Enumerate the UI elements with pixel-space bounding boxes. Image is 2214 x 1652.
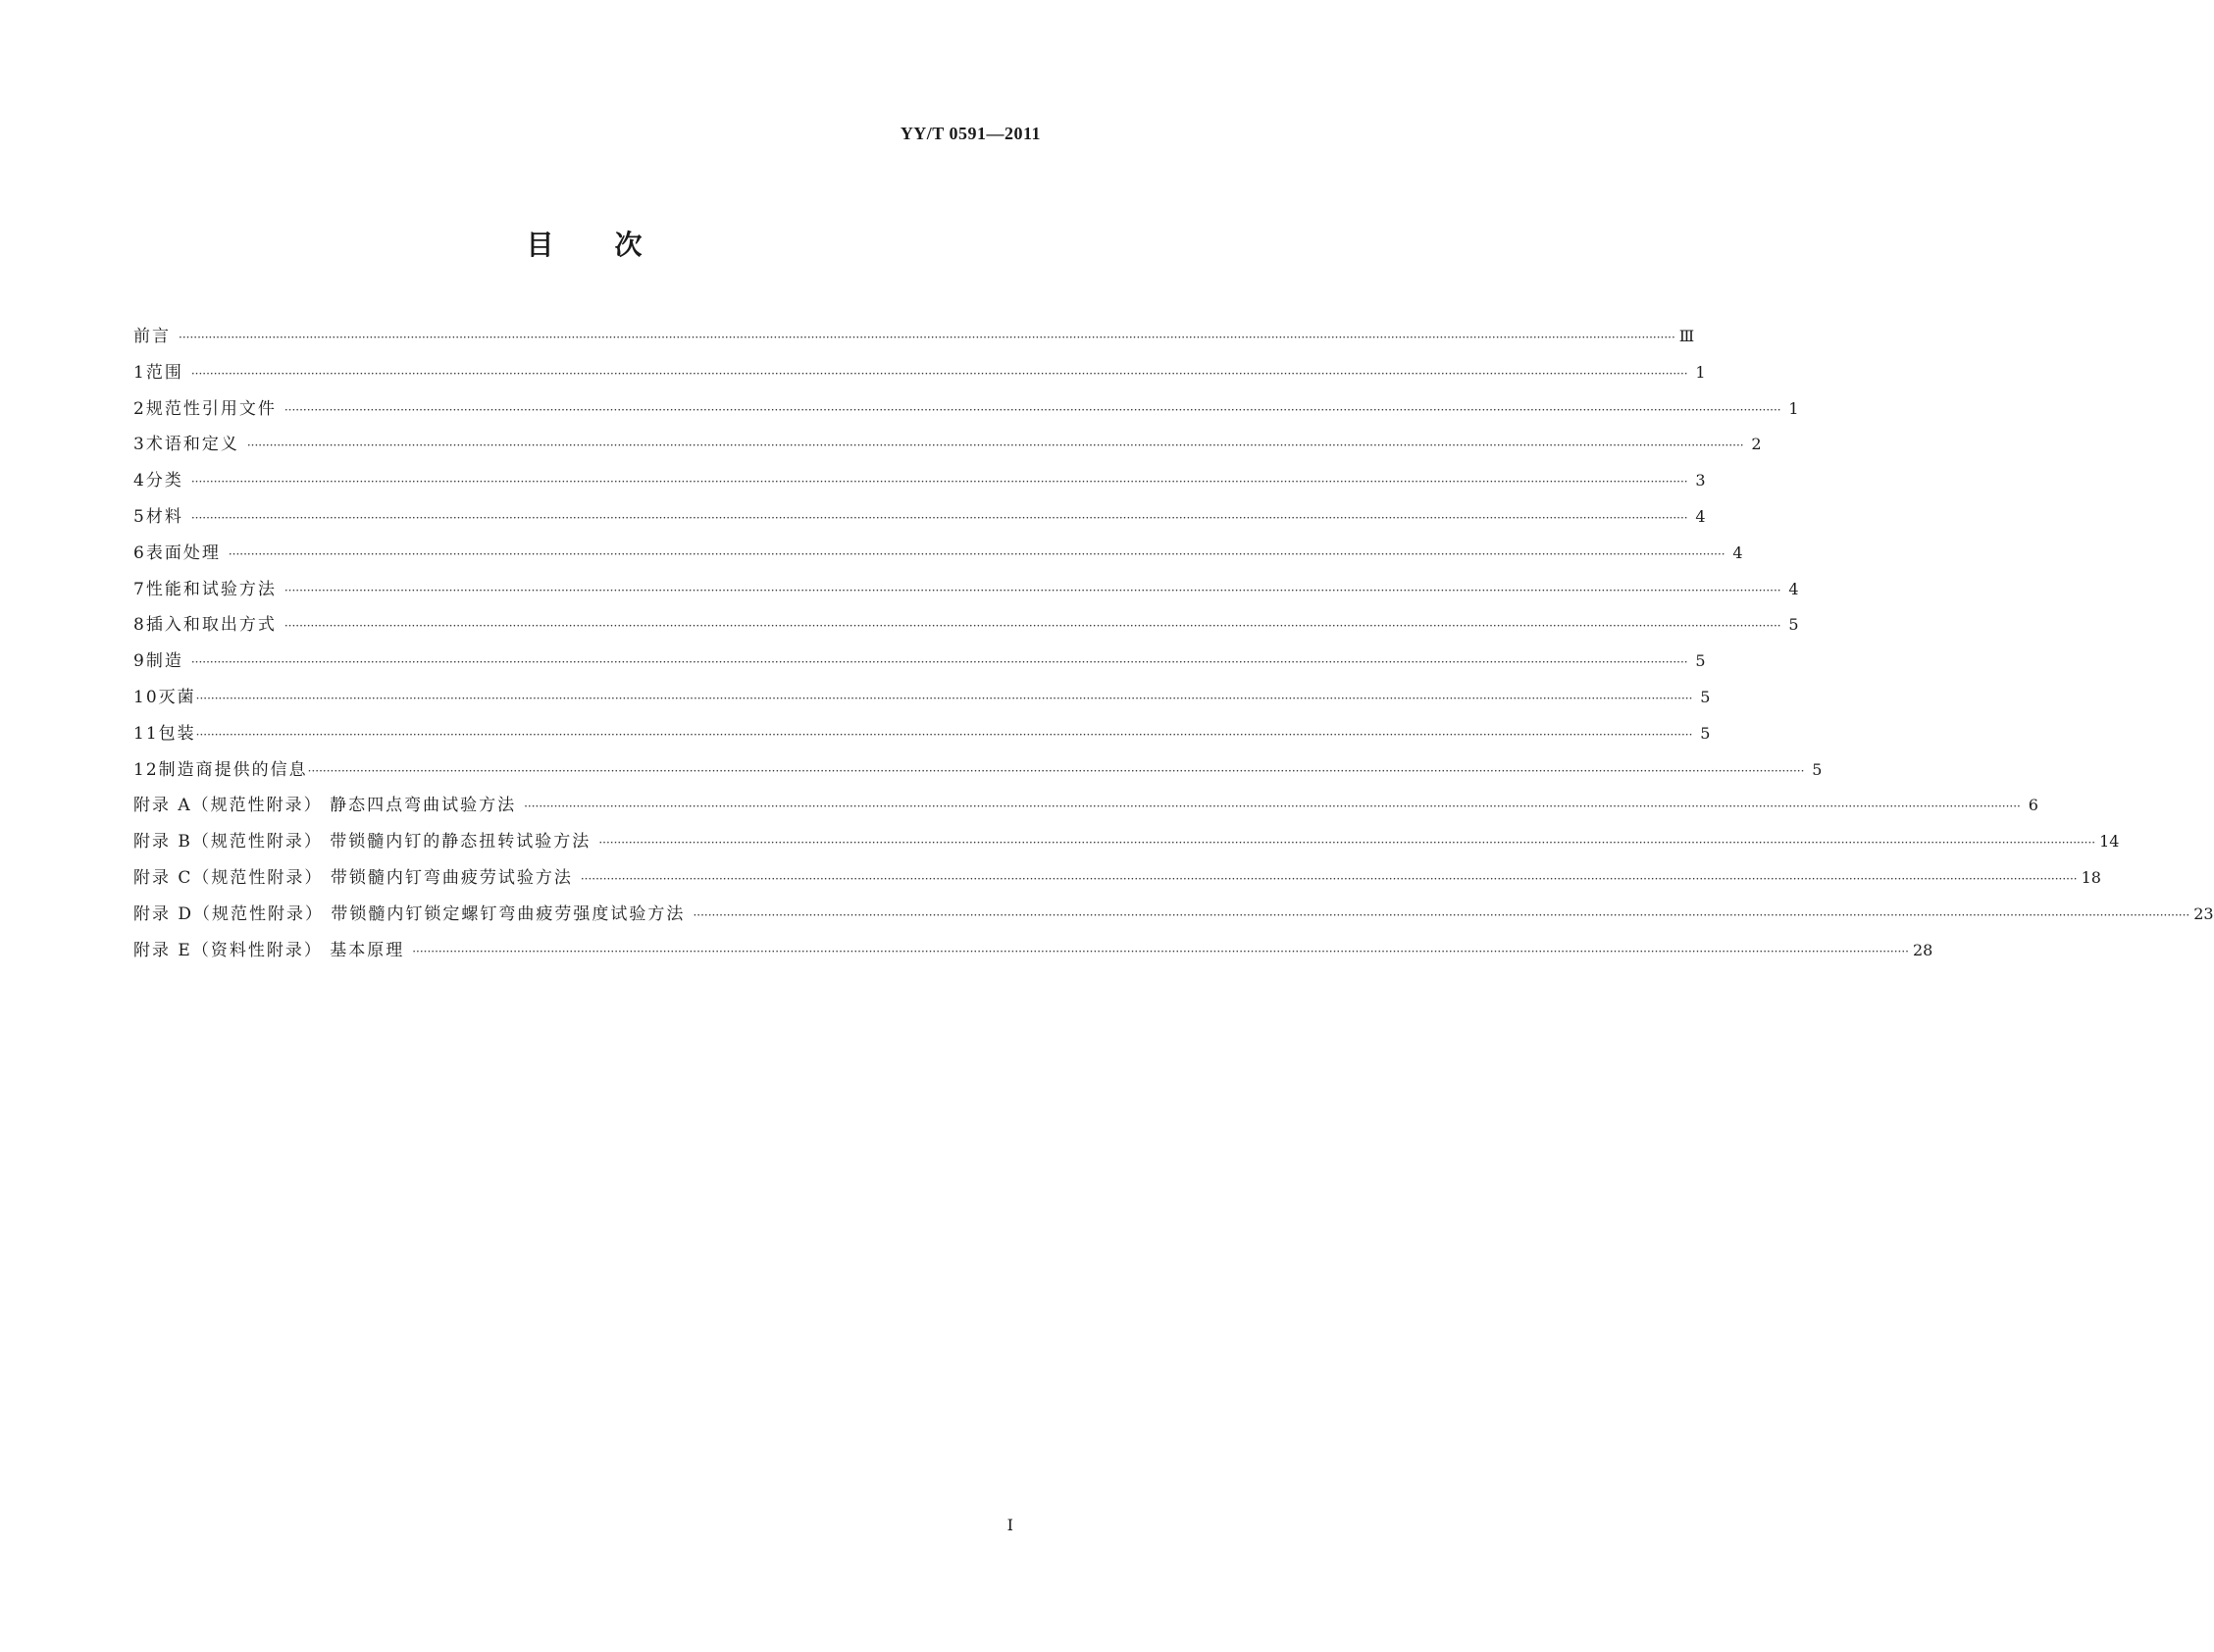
toc-entry[interactable]: [133, 900, 2214, 936]
page-title: 目次: [526, 229, 703, 261]
toc-entry[interactable]: [133, 755, 1823, 792]
toc-entry[interactable]: [133, 827, 2120, 863]
toc-entry[interactable]: [133, 430, 1762, 466]
toc-entry-number: 11: [133, 723, 159, 744]
toc-leader-dots: ················································································································································································································································································································································································································: [307, 763, 1805, 778]
toc-leader-dots: ················································································································································································································································································································································································································: [190, 655, 1688, 670]
toc-entry-label: 规范性引用文件: [145, 398, 277, 419]
toc-entry-number: 6: [133, 542, 146, 563]
toc-entry-number: 4: [133, 471, 146, 491]
toc-entry-number: 12: [133, 759, 159, 780]
toc-leader-dots: ················································································································································································································································································································································································································: [693, 907, 2190, 922]
toc-entry-page: 5: [1788, 615, 1799, 635]
toc-leader-dots: ················································································································································································································································································································································································································: [195, 691, 1693, 705]
toc-entry-label: 前言: [133, 327, 171, 346]
toc-entry-label: 分类: [145, 471, 183, 491]
toc-leader-dots: ················································································································································································································································································································································································································: [283, 583, 1781, 597]
toc-entry-page: 5: [1695, 651, 1706, 671]
toc-entry-page: 14: [2099, 832, 2120, 852]
toc-entry-page: 6: [2028, 796, 2038, 815]
toc-entry[interactable]: [133, 791, 2038, 827]
toc-entry-label: 制造商提供的信息: [158, 759, 308, 780]
toc-entry-label: 附录 A（规范性附录） 静态四点弯曲试验方法: [133, 796, 517, 816]
toc-entry-page: 5: [1700, 723, 1711, 743]
toc-leader-dots: ················································································································································································································································································································································································································: [190, 510, 1688, 525]
toc-entry-label: 灭菌: [158, 687, 196, 707]
toc-entry-label: 材料: [145, 506, 183, 527]
toc-entry-number: 7: [133, 579, 146, 599]
toc-entry[interactable]: [133, 646, 1706, 683]
toc-leader-dots: ················································································································································································································································································································································································································: [524, 800, 2021, 814]
toc-entry-label: 附录 C（规范性附录） 带锁髓内钉弯曲疲劳试验方法: [133, 867, 573, 888]
toc-entry-page: 1: [1695, 362, 1706, 382]
toc-leader-dots: ················································································································································································································································································································································································································: [179, 331, 1675, 344]
toc-entry-number: 9: [133, 651, 146, 672]
toc-entry-number: 5: [133, 506, 146, 527]
toc-entry-label: 附录 B（规范性附录） 带锁髓内钉的静态扭转试验方法: [133, 832, 592, 852]
toc-entry-page: 2: [1751, 435, 1762, 454]
table-of-contents: [133, 322, 2214, 971]
toc-entry-label: 附录 E（资料性附录） 基本原理: [133, 940, 405, 960]
toc-entry-number: 8: [133, 615, 146, 636]
toc-entry[interactable]: [133, 683, 1711, 719]
toc-entry-page: 28: [1913, 940, 1933, 959]
toc-leader-dots: ················································································································································································································································································································································································································: [283, 402, 1781, 417]
toc-leader-dots: ················································································································································································································································································································································································································: [190, 475, 1688, 490]
toc-entry[interactable]: [133, 610, 1799, 646]
toc-entry-number: 1: [133, 362, 146, 383]
toc-entry-label: 包装: [158, 723, 196, 744]
toc-leader-dots: ················································································································································································································································································································································································································: [283, 619, 1781, 634]
toc-entry-page: 4: [1695, 506, 1706, 526]
toc-leader-dots: ················································································································································································································································································································································································································: [228, 546, 1725, 561]
toc-entry[interactable]: [133, 394, 1799, 431]
toc-entry-label: 范围: [145, 362, 183, 383]
toc-entry-page: 18: [2081, 867, 2101, 887]
toc-entry-label: 术语和定义: [145, 435, 239, 455]
toc-entry-label: 表面处理: [145, 542, 221, 563]
toc-leader-dots: ················································································································································································································································································································································································································: [195, 727, 1693, 742]
toc-entry[interactable]: [133, 539, 1743, 575]
toc-entry[interactable]: [133, 358, 1706, 394]
toc-entry-page: 23: [2193, 903, 2214, 923]
toc-entry-page: 4: [1732, 542, 1743, 562]
standard-code: YY/T 0591—2011: [900, 124, 1041, 143]
toc-entry[interactable]: [133, 466, 1706, 502]
toc-entry-label: 性能和试验方法: [145, 579, 277, 599]
page-number: I: [1006, 1516, 1013, 1534]
toc-entry-page: 4: [1788, 579, 1799, 598]
toc-entry-label: 附录 D（规范性附录） 带锁髓内钉锁定螺钉弯曲疲劳强度试验方法: [133, 903, 686, 924]
toc-entry-number: 3: [133, 435, 146, 455]
toc-entry[interactable]: [133, 322, 1695, 358]
toc-entry[interactable]: [133, 863, 2101, 900]
toc-entry[interactable]: [133, 936, 1933, 972]
toc-leader-dots: ················································································································································································································································································································································································································: [246, 439, 1744, 453]
toc-entry-label: 插入和取出方式: [145, 615, 277, 636]
toc-entry-number: 2: [133, 398, 146, 419]
toc-entry-number: 10: [133, 687, 159, 707]
toc-leader-dots: ················································································································································································································································································································································································································: [598, 836, 2096, 851]
toc-entry-page: Ⅲ: [1678, 327, 1695, 345]
toc-entry-page: 1: [1788, 398, 1799, 418]
toc-entry[interactable]: [133, 719, 1711, 755]
toc-leader-dots: ················································································································································································································································································································································································································: [190, 366, 1688, 381]
toc-entry[interactable]: [133, 502, 1706, 539]
toc-leader-dots: ················································································································································································································································································································································································································: [580, 871, 2078, 886]
toc-entry[interactable]: [133, 575, 1799, 611]
toc-entry-label: 制造: [145, 651, 183, 672]
toc-leader-dots: ················································································································································································································································································································································································································: [412, 944, 1909, 958]
toc-entry-page: 3: [1695, 471, 1706, 490]
toc-entry-page: 5: [1700, 687, 1711, 706]
toc-entry-page: 5: [1812, 759, 1823, 779]
